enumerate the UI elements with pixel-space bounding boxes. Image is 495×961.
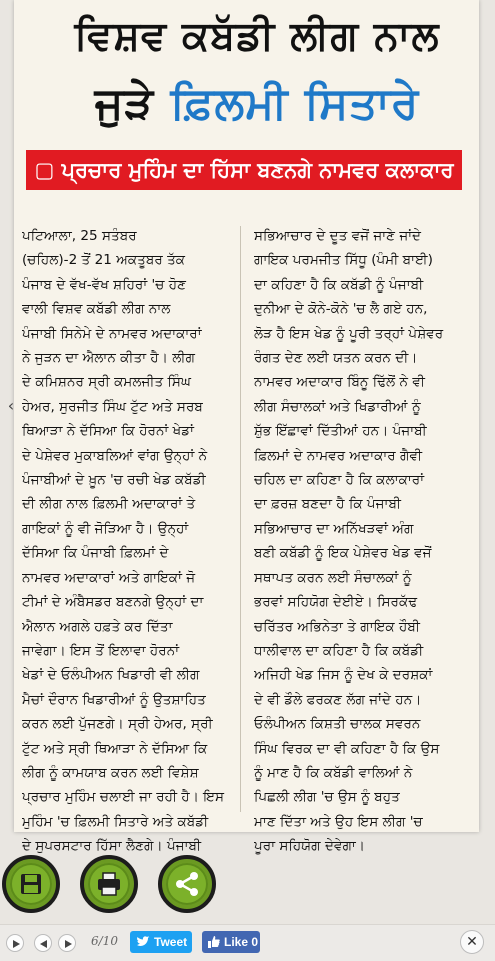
share-icon bbox=[170, 867, 204, 901]
article-line: ਦਾ ਫ਼ਰਜ਼ ਬਣਦਾ ਹੈ ਕਿ ਪੰਜਾਬੀ bbox=[254, 496, 402, 513]
share-button[interactable] bbox=[158, 855, 216, 913]
print-button[interactable] bbox=[80, 855, 138, 913]
article-line: ਥਿਆੜਾ ਨੇ ਦੱਸਿਆ ਕਿ ਹੋਰਨਾਂ ਖੇਡਾਂ bbox=[22, 423, 194, 440]
action-buttons bbox=[0, 855, 495, 919]
next-icon bbox=[63, 939, 73, 949]
article-line: ਲੀਗ ਸੰਚਾਲਕਾਂ ਅਤੇ ਖਿਡਾਰੀਆਂ ਨੂੰ bbox=[254, 398, 421, 415]
thumbs-up-icon bbox=[208, 936, 220, 948]
save-button[interactable] bbox=[2, 855, 60, 913]
article-line: ਦੀ ਲੀਗ ਨਾਲ ਫ਼ਿਲਮੀ ਅਦਾਕਾਰਾਂ ਤੇ bbox=[22, 496, 196, 513]
article-line: ਦੇ ਕਮਿਸ਼ਨਰ ਸ੍ਰੀ ਕਮਲਜੀਤ ਸਿੰਘ bbox=[22, 374, 192, 391]
article-line: ਪ੍ਰਚਾਰ ਮੁਹਿੰਮ ਚਲਾਈ ਜਾ ਰਹੀ ਹੈ। ਇਸ bbox=[22, 789, 225, 806]
article-line: ਭਰਵਾਂ ਸਹਿਯੋਗ ਦੇਈਏ। ਸਿਰਕੱਢ bbox=[254, 594, 418, 611]
like-label: Like 0 bbox=[224, 935, 259, 949]
article-line: ਸ਼ੁੱਭ ਇੱਛਾਵਾਂ ਦਿੱਤੀਆਂ ਹਨ। ਪੰਜਾਬੀ bbox=[254, 423, 427, 440]
article-line: ਮਾਣ ਦਿੱਤਾ ਅਤੇ ਉਹ ਇਸ ਲੀਗ 'ਚ bbox=[254, 813, 423, 830]
article-line: ਲੋੜ ਹੈ ਇਸ ਖੇਡ ਨੂੰ ਪੂਰੀ ਤਰ੍ਹਾਂ ਪੇਸ਼ੇਵਰ bbox=[254, 325, 444, 342]
printer-icon bbox=[92, 867, 126, 901]
article-line: ਪਟਿਆਲਾ, 25 ਸਤੰਬਰ bbox=[22, 228, 137, 244]
play-button[interactable] bbox=[6, 934, 24, 952]
column-divider bbox=[240, 226, 241, 812]
article-column-right bbox=[254, 224, 464, 859]
article-line: (ਚਹਿਲ)-2 ਤੋਂ 21 ਅਕਤੂਬਰ ਤੱਕ bbox=[22, 252, 186, 269]
article-line: ਦੇ ਵੀ ਡੌਲੇ ਫਰਕਣ ਲੱਗ ਜਾਂਦੇ ਹਨ। bbox=[254, 691, 422, 708]
prev-icon bbox=[39, 939, 49, 949]
subheadline-banner: ▢ ਪ੍ਰਚਾਰ ਮੁਹਿੰਮ ਦਾ ਹਿੱਸਾ ਬਣਨਗੇ ਨਾਮਵਰ ਕਲਾਕਾਰ bbox=[26, 150, 462, 190]
close-icon: ✕ bbox=[466, 934, 478, 950]
article-line: ਟੀਮਾਂ ਦੇ ਅੰਬੈਸਡਰ ਬਣਨਗੇ ਉਨ੍ਹਾਂ ਦਾ bbox=[22, 594, 204, 611]
article-line: ਪਿਛਲੀ ਲੀਗ 'ਚ ਉਸ ਨੂੰ ਬਹੁਤ bbox=[254, 789, 400, 806]
article-line: ਪੂਰਾ ਸਹਿਯੋਗ ਦੇਵੇਗਾ। bbox=[254, 838, 365, 855]
headline-line-1: ਵਿਸ਼ਵ ਕਬੱਡੀ ਲੀਗ ਨਾਲ bbox=[74, 13, 440, 59]
article-line: ਫ਼ਿਲਮਾਂ ਦੇ ਨਾਮਵਰ ਅਦਾਕਾਰ ਗੈਵੀ bbox=[254, 447, 423, 464]
article-line: ਨੇ ਜੁੜਨ ਦਾ ਐਲਾਨ ਕੀਤਾ ਹੈ। ਲੀਗ bbox=[22, 350, 195, 367]
prev-page-arrow[interactable]: ‹ bbox=[7, 396, 15, 415]
article-line: ਪੰਜਾਬ ਦੇ ਵੱਖ-ਵੱਖ ਸ਼ਹਿਰਾਂ 'ਚ ਹੋਣ bbox=[22, 276, 186, 293]
article-line: ਦਾ ਕਹਿਣਾ ਹੈ ਕਿ ਕਬੱਡੀ ਨੂੰ ਪੰਜਾਬੀ bbox=[254, 276, 424, 293]
like-button[interactable] bbox=[202, 931, 260, 953]
article-column-left bbox=[22, 224, 226, 859]
play-icon bbox=[11, 939, 21, 949]
article-line: ਸਿੰਘ ਵਿਰਕ ਦਾ ਵੀ ਕਹਿਣਾ ਹੈ ਕਿ ਉਸ bbox=[254, 740, 440, 757]
article-line: ਸਭਿਆਚਾਰ ਦੇ ਦੂਤ ਵਜੋਂ ਜਾਣੇ ਜਾਂਦੇ bbox=[254, 228, 422, 244]
viewer-toolbar bbox=[0, 924, 495, 961]
article-line: ਨਾਮਵਰ ਅਦਾਕਾਰਾਂ ਅਤੇ ਗਾਇਕਾਂ ਜੋ bbox=[22, 569, 196, 586]
tweet-label: Tweet bbox=[154, 935, 188, 949]
article-line: ਬਣੀ ਕਬੱਡੀ ਨੂੰ ਇਕ ਪੇਸ਼ੇਵਰ ਖੇਡ ਵਜੋਂ bbox=[254, 545, 432, 562]
article-line: ਮੁਹਿੰਮ 'ਚ ਫ਼ਿਲਮੀ ਸਿਤਾਰੇ ਅਤੇ ਕਬੱਡੀ bbox=[22, 813, 209, 830]
headline-line-2 bbox=[32, 72, 482, 136]
article-line: ਚਹਿਲ ਦਾ ਕਹਿਣਾ ਹੈ ਕਿ ਕਲਾਕਾਰਾਂ bbox=[254, 472, 425, 489]
page-counter: 6/10 bbox=[91, 934, 118, 948]
article-line: ਧਾਲੀਵਾਲ ਦਾ ਕਹਿਣਾ ਹੈ ਕਿ ਕਬੱਡੀ bbox=[254, 642, 424, 659]
article-line: ਲੀਗ ਨੂੰ ਕਾਮਯਾਬ ਕਰਨ ਲਈ ਵਿਸ਼ੇਸ਼ bbox=[22, 764, 199, 781]
article-line: ਨਾਮਵਰ ਅਦਾਕਾਰ ਬਿੰਨੂ ਢਿੱਲੋਂ ਨੇ ਵੀ bbox=[254, 374, 425, 391]
article-line: ਜਾਵੇਗਾ। ਇਸ ਤੋਂ ਇਲਾਵਾ ਹੋਰਨਾਂ bbox=[22, 642, 180, 659]
article-line: ਖੇਡਾਂ ਦੇ ਓਲੰਪੀਅਨ ਖਿਡਾਰੀ ਵੀ ਲੀਗ bbox=[22, 667, 200, 684]
headline-blue-part: ਫ਼ਿਲਮੀ ਸਿਤਾਰੇ bbox=[170, 78, 420, 129]
article-line: ਚਰਿੱਤਰ ਅਭਿਨੇਤਾ ਤੇ ਗਾਇਕ ਹੌਬੀ bbox=[254, 618, 420, 635]
close-button[interactable] bbox=[460, 930, 484, 954]
article-line: ਦੇ ਪੇਸ਼ੇਵਰ ਮੁਕਾਬਲਿਆਂ ਵਾਂਗ ਉਨ੍ਹਾਂ ਨੇ bbox=[22, 447, 208, 464]
article-line: ਪੰਜਾਬੀਆਂ ਦੇ ਖ਼ੂਨ 'ਚ ਰਚੀ ਖੇਡ ਕਬੱਡੀ bbox=[22, 472, 206, 489]
article-line: ਟੁੱਟ ਅਤੇ ਸ੍ਰੀ ਥਿਆੜਾ ਨੇ ਦੱਸਿਆ ਕਿ bbox=[22, 740, 208, 757]
article-line: ਦੱਸਿਆ ਕਿ ਪੰਜਾਬੀ ਫ਼ਿਲਮਾਂ ਦੇ bbox=[22, 545, 169, 562]
next-button[interactable] bbox=[58, 934, 76, 952]
article-line: ਕਰਨ ਲਈ ਪੁੱਜਣਗੇ। ਸ੍ਰੀ ਹੇਅਰ, ਸ੍ਰੀ bbox=[22, 716, 213, 733]
article-line: ਸਥਾਪਤ ਕਰਨ ਲਈ ਸੰਚਾਲਕਾਂ ਨੂੰ bbox=[254, 569, 412, 586]
tweet-button[interactable] bbox=[130, 931, 192, 953]
article-line: ਦੇ ਸੁਪਰਸਟਾਰ ਹਿੱਸਾ ਲੈਣਗੇ। ਪੰਜਾਬੀ bbox=[22, 838, 202, 855]
floppy-disk-icon bbox=[14, 867, 48, 901]
article-line: ਰੰਗਤ ਦੇਣ ਲਈ ਯਤਨ ਕਰਨ ਦੀ। bbox=[254, 350, 418, 367]
article-line: ਓਲੰਪੀਅਨ ਕਿਸ਼ਤੀ ਚਾਲਕ ਸਵਰਨ bbox=[254, 716, 421, 733]
article-line: ਗਾਇਕਾਂ ਨੂੰ ਵੀ ਜੋੜਿਆ ਹੈ। ਉਨ੍ਹਾਂ bbox=[22, 520, 189, 537]
twitter-bird-icon bbox=[136, 936, 150, 948]
article-line: ਪੰਜਾਬੀ ਸਿਨੇਮੇ ਦੇ ਨਾਮਵਰ ਅਦਾਕਾਰਾਂ bbox=[22, 325, 202, 342]
article-line: ਅਜਿਹੀ ਖੇਡ ਜਿਸ ਨੂੰ ਦੇਖ ਕੇ ਦਰਸ਼ਕਾਂ bbox=[254, 667, 433, 684]
article-line: ਹੇਅਰ, ਸੁਰਜੀਤ ਸਿੰਘ ਟੁੱਟ ਅਤੇ ਸਰਬ bbox=[22, 398, 203, 415]
article-line: ਐਲਾਨ ਅਗਲੇ ਹਫ਼ਤੇ ਕਰ ਦਿੱਤਾ bbox=[22, 618, 173, 635]
article-line: ਵਾਲੀ ਵਿਸ਼ਵ ਕਬੱਡੀ ਲੀਗ ਨਾਲ bbox=[22, 301, 171, 318]
article-line: ਗਾਇਕ ਪਰਮਜੀਤ ਸਿੱਧੂ (ਪੰਮੀ ਬਾਈ) bbox=[254, 252, 433, 269]
headline-black-part: ਜੁੜੇ bbox=[94, 78, 155, 129]
previous-button[interactable] bbox=[34, 934, 52, 952]
article-line: ਨੂੰ ਮਾਣ ਹੈ ਕਿ ਕਬੱਡੀ ਵਾਲਿਆਂ ਨੇ bbox=[254, 764, 413, 781]
article-line: ਮੈਚਾਂ ਦੌਰਾਨ ਖਿਡਾਰੀਆਂ ਨੂੰ ਉਤਸ਼ਾਹਿਤ bbox=[22, 691, 206, 708]
article-line: ਸਭਿਆਚਾਰ ਦਾ ਅਨਿੱਖੜਵਾਂ ਅੰਗ bbox=[254, 520, 414, 537]
article-line: ਦੁਨੀਆ ਦੇ ਕੋਨੇ-ਕੋਨੇ 'ਚ ਲੈ ਗਏ ਹਨ, bbox=[254, 301, 428, 318]
